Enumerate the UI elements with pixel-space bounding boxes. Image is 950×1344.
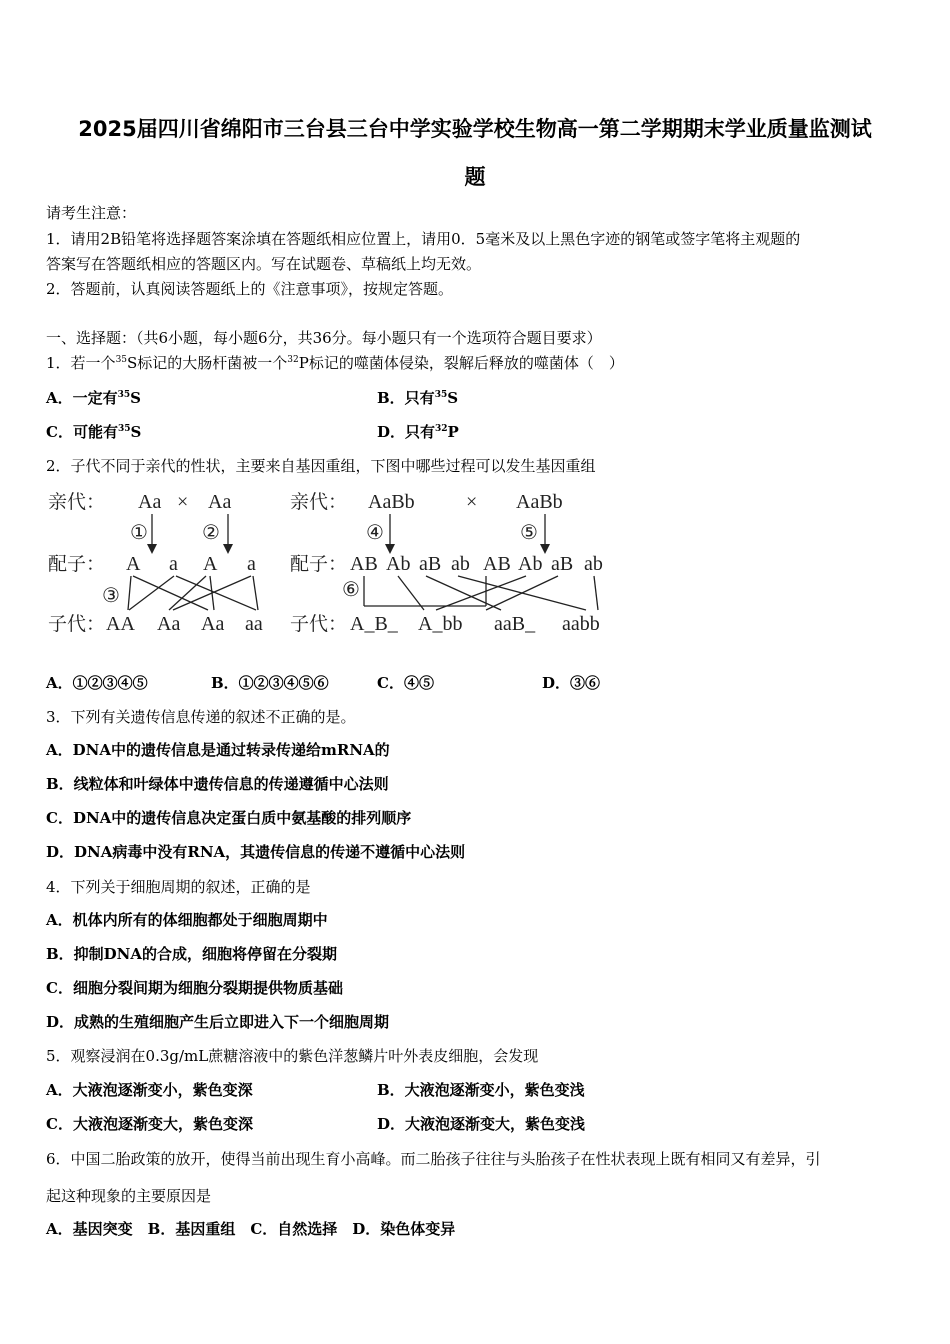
q2-option-b[interactable]: B．①②③④⑤⑥ — [211, 674, 329, 692]
q5-option-d[interactable]: D．大液泡逐渐变大，紫色变浅 — [377, 1115, 586, 1133]
question-1-stem — [46, 352, 624, 373]
right-parent-label: 亲代： — [290, 491, 348, 513]
fusion-line — [426, 576, 501, 610]
q2-option-c[interactable]: C．④⑤ — [377, 674, 434, 692]
question-5-stem: 5．观察浸润在0.3g/mL蔗糖溶液中的紫色洋葱鳞片叶外表皮细胞，会发现 — [46, 1047, 539, 1065]
exam-title-line-2: 题 — [464, 165, 486, 189]
q1-stem-part: S标记的大肠杆菌被一个 — [127, 354, 288, 372]
left-gamete: A — [203, 553, 218, 575]
q4-option-b[interactable]: B．抑制DNA的合成，细胞将停留在分裂期 — [46, 945, 338, 963]
genetics-cross-diagram — [46, 484, 616, 644]
fusion-line — [253, 576, 258, 610]
opt-text: B．只有 — [377, 389, 435, 407]
opt-text: P — [447, 423, 459, 441]
right-gamete: AB — [483, 553, 511, 575]
left-child-label: 子代： — [48, 613, 106, 635]
left-cross-sign: × — [177, 491, 189, 513]
left-parent-2: Aa — [208, 491, 232, 513]
right-gamete: aB — [551, 553, 574, 575]
q4-option-a[interactable]: A．机体内所有的体细胞都处于细胞周期中 — [46, 911, 328, 929]
fusion-line — [133, 576, 208, 610]
right-gamete: ab — [584, 553, 603, 575]
fusion-line — [398, 576, 424, 610]
opt-text: S — [130, 423, 142, 441]
q3-option-b[interactable]: B．线粒体和叶绿体中遗传信息的传递遵循中心法则 — [46, 775, 389, 793]
q1-option-c[interactable] — [46, 421, 141, 442]
section-heading: 一、选择题：（共6小题，每小题6分，共36分。每小题只有一个选项符合题目要求） — [46, 329, 602, 347]
right-parent-1: AaBb — [368, 491, 415, 513]
fusion-line — [594, 576, 598, 610]
arrow-head-2 — [223, 544, 233, 554]
question-4-stem: 4．下列关于细胞周期的叙述，正确的是 — [46, 878, 311, 896]
q4-option-d[interactable]: D．成熟的生殖细胞产生后立即进入下一个细胞周期 — [46, 1013, 390, 1031]
q5-option-c[interactable]: C．大液泡逐渐变大，紫色变深 — [46, 1115, 253, 1133]
right-gamete: Ab — [518, 553, 543, 575]
right-cross-sign: × — [466, 491, 478, 513]
notice-line-3: 2．答题前，认真阅读答题纸上的《注意事项》，按规定答题。 — [46, 280, 454, 298]
q2-option-d[interactable]: D．③⑥ — [542, 674, 601, 692]
opt-text: D．只有 — [377, 423, 436, 441]
left-offspring: Aa — [201, 613, 225, 635]
q6-options[interactable]: A．基因突变 B．基因重组 C．自然选择 D．染色体变异 — [46, 1220, 456, 1238]
step-6-label: ⑥ — [342, 579, 360, 601]
opt-sup: 32 — [435, 424, 448, 434]
opt-sup: 35 — [434, 390, 448, 400]
left-gamete: a — [169, 553, 178, 575]
right-offspring: aabb — [562, 613, 600, 635]
opt-text: S — [130, 389, 142, 407]
question-6-stem-line-2: 起这种现象的主要原因是 — [46, 1187, 212, 1205]
opt-sup: 35 — [117, 390, 131, 400]
fusion-line — [129, 576, 174, 610]
notice-heading: 请考生注意： — [46, 204, 137, 222]
question-6-stem-line-1: 6．中国二胎政策的放开，使得当前出现生育小高峰。而二胎孩子往往与头胎孩子在性状表现上既有相同又有差异，引 — [46, 1150, 821, 1168]
fusion-line — [486, 576, 558, 610]
step-5-label: ⑤ — [520, 522, 538, 544]
step-3-label: ③ — [102, 585, 120, 607]
notice-line-1: 1．请用2B铅笔将选择题答案涂填在答题纸相应位置上，请用0．5毫米及以上黑色字迹的钢笔或签字笔将主观题的 — [46, 230, 801, 248]
left-offspring: AA — [106, 613, 135, 635]
opt-text: S — [447, 389, 459, 407]
left-gamete: a — [247, 553, 256, 575]
right-child-label: 子代： — [290, 613, 348, 635]
q1-sup: 32 — [287, 355, 299, 365]
notice-line-2: 答案写在答题纸相应的答题区内。写在试题卷、草稿纸上均无效。 — [46, 255, 482, 273]
right-offspring: aaB_ — [494, 613, 536, 635]
arrow-head-1 — [147, 544, 157, 554]
step-4-label: ④ — [366, 522, 384, 544]
q1-option-d[interactable] — [377, 421, 459, 442]
q1-sup: 35 — [115, 355, 128, 365]
left-parent-1: Aa — [138, 491, 162, 513]
q2-option-a[interactable]: A．①②③④⑤ — [46, 674, 148, 692]
q3-option-c[interactable]: C．DNA中的遗传信息决定蛋白质中氨基酸的排列顺序 — [46, 809, 412, 827]
right-gamete: Ab — [386, 553, 411, 575]
q1-stem-part: P标记的噬菌体侵染，裂解后释放的噬菌体（ ） — [298, 354, 624, 372]
fusion-line — [436, 576, 526, 610]
right-parent-2: AaBb — [516, 491, 563, 513]
q4-option-c[interactable]: C．细胞分裂间期为细胞分裂期提供物质基础 — [46, 979, 343, 997]
opt-text: A．一定有 — [46, 389, 118, 407]
q5-option-a[interactable]: A．大液泡逐渐变小，紫色变深 — [46, 1081, 253, 1099]
opt-sup: 35 — [117, 424, 131, 434]
left-offspring: aa — [245, 613, 263, 635]
question-2-stem: 2．子代不同于亲代的性状，主要来自基因重组，下图中哪些过程可以发生基因重组 — [46, 457, 596, 475]
q3-option-a[interactable]: A．DNA中的遗传信息是通过转录传递给mRNA的 — [46, 741, 390, 759]
question-1-number: 1． — [46, 354, 71, 372]
fusion-line — [173, 576, 251, 610]
q1-option-a[interactable] — [46, 387, 141, 408]
right-offspring: A_B_ — [350, 613, 398, 635]
left-gamete-label: 配子： — [48, 553, 106, 575]
q5-option-b[interactable]: B．大液泡逐渐变小，紫色变浅 — [377, 1081, 585, 1099]
exam-title-line-1: 2025届四川省绵阳市三台县三台中学实验学校生物高一第二学期期末学业质量监测试 — [78, 117, 872, 141]
left-gamete: A — [126, 553, 141, 575]
right-gamete: ab — [451, 553, 470, 575]
right-gamete-label: 配子： — [290, 553, 348, 575]
right-offspring: A_bb — [418, 613, 463, 635]
q1-stem-part: 若一个 — [70, 354, 116, 372]
left-offspring: Aa — [157, 613, 181, 635]
left-parent-label: 亲代： — [48, 491, 106, 513]
q3-option-d[interactable]: D．DNA病毒中没有RNA，其遗传信息的传递不遵循中心法则 — [46, 843, 466, 861]
step-1-label: ① — [130, 522, 148, 544]
fusion-line — [128, 576, 131, 610]
step-2-label: ② — [202, 522, 220, 544]
right-gamete: AB — [350, 553, 378, 575]
right-gamete: aB — [419, 553, 442, 575]
q1-option-b[interactable] — [377, 387, 458, 408]
opt-text: C．可能有 — [46, 423, 118, 441]
question-3-stem: 3．下列有关遗传信息传递的叙述不正确的是。 — [46, 708, 356, 726]
